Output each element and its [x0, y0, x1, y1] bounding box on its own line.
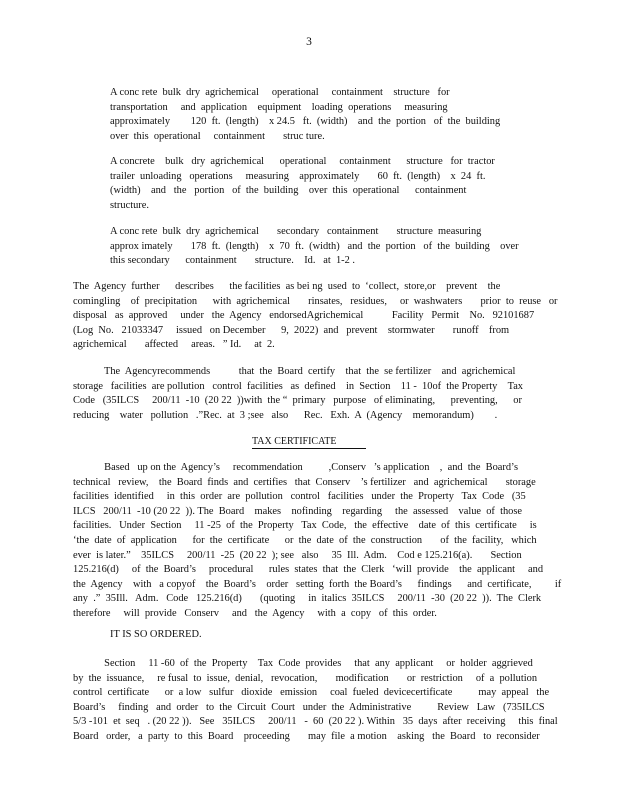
text-line: this secondary containment structure. Id. at 1-2 . — [110, 255, 355, 267]
paragraph-appeal-rights — [73, 657, 558, 745]
text-line: ‘the date of application for the certificate or the date of the construction of the facility, which — [73, 534, 537, 546]
text-line: The Agency further describes the facilities as bei ng used to ‘collect, store,or prevent the — [73, 281, 501, 292]
text-line: A concrete bulk dry agrichemical operational containment structure for tractor — [110, 156, 495, 167]
text-line: 125.216(d) of the Board’s procedural rules states that the Clerk ‘will provide the applicant and — [73, 564, 544, 576]
text-line: Based up on the Agency’s recommendation ,Conserv ’s application , and the Board’s — [73, 462, 518, 473]
text-line: facilities identified in this order are pollution control facilities under the Property Tax Code (35 — [73, 491, 526, 503]
text-line: ILCS 200/11 -10 (20 22 )). The Board makes nofinding regarding the assessed value of those — [73, 505, 523, 517]
text-line: Section 11 -60 of the Property Tax Code provides that any applicant or holder aggrieved — [73, 658, 533, 669]
text-line: approximately 120 ft. (length) x 24.5 ft. (width) and the portion of the building — [110, 116, 501, 128]
text-line: (Log No. 21033347 issued on December 9, 2022) and prevent stormwater runoff from — [73, 324, 510, 336]
section-heading — [0, 436, 618, 449]
text-line: (width) and the portion of the building over this operational containment — [110, 185, 467, 197]
text-line: reducing water pollution .”Rec. at 3 ;see also Rec. Exh. A (Agency memorandum) . — [73, 409, 498, 421]
text-line: approx imately 178 ft. (length) x 70 ft. (width) and the portion of the building over — [110, 240, 519, 252]
text-line: disposal as approved under the Agency endorsedAgrichemical Facility Permit No. 92101687 — [73, 310, 535, 322]
text-line: technical review, the Board finds and certifies that Conserv ’s fertilizer and agrichemical storage — [73, 476, 536, 488]
page-number: 3 — [306, 36, 312, 48]
text-line: control certificate or a low sulfur dioxide emission coal fueled devicecertificate may appeal the — [73, 687, 550, 699]
text-line: transportation and application equipment loading operations measuring — [110, 101, 448, 113]
so-ordered: IT IS SO ORDERED. — [110, 629, 202, 640]
paragraph-tax-certificate — [73, 461, 562, 622]
text-line: Board’s finding and order to the Circuit Court under the Administrative Review Law (735ILCS — [73, 701, 545, 713]
text-line: structure. — [110, 199, 149, 211]
text-line: agrichemical affected areas. ” Id. at 2. — [73, 339, 275, 351]
text-line: A conc rete bulk dry agrichemical secondary containment structure measuring — [110, 226, 482, 237]
text-line: 5/3 -101 et seq . (20 22 )). See 35ILCS 200/11 - 60 (20 22 ). Within 35 days after receiving this final — [73, 716, 558, 728]
text-line: over this operational containment struc ture. — [110, 130, 325, 142]
text-line: Board order, a party to this Board proceeding may file a motion asking the Board to reconsider — [73, 730, 540, 742]
text-line: comingling of precipitation with agrichemical rinsates, residues, or washwaters prior to reuse or — [73, 295, 558, 307]
text-line: The Agencyrecommends that the Board certify that the se fertilizer and agrichemical — [73, 366, 516, 377]
text-line: facilities. Under Section 11 -25 of the Property Tax Code, the effective date of this certificate is — [73, 520, 537, 532]
text-line: ever is later.” 35ILCS 200/11 -25 (20 22 ); see also 35 Ill. Adm. Cod e 125.216(a). Section — [73, 549, 522, 561]
text-line: Code (35ILCS 200/11 -10 (20 22 ))with the “ primary purpose of eliminating, preventing, or — [73, 395, 522, 407]
text-line: the Agency with a copyof the Board’s order setting forth the Board’s findings and certificate, if — [73, 578, 562, 590]
text-line: any .” 35Ill. Adm. Code 125.216(d) (quoting in italics 35ILCS 200/11 -30 (20 22 )). The Clerk — [73, 593, 542, 605]
text-line: by the issuance, re fusal to issue, denial, revocation, modification or restriction of a pollution — [73, 672, 538, 684]
text-line: A conc rete bulk dry agrichemical operational containment structure for — [110, 87, 450, 98]
quoted-structure-2 — [110, 155, 495, 213]
text-line: trailer unloading operations measuring approximately 60 ft. (length) x 24 ft. — [110, 170, 486, 182]
quoted-structure-3 — [110, 225, 519, 269]
quoted-structure-1 — [110, 86, 501, 144]
paragraph-agency-recommends — [73, 365, 543, 423]
paragraph-agency-describes — [73, 280, 558, 353]
text-line: therefore will provide Conserv and the Agency with a copy of this order. — [73, 607, 437, 619]
heading-text: TAX CERTIFICATE — [252, 436, 366, 449]
text-line: storage facilities are pollution control facilities as defined in Section 11 - 10of the Property Tax — [73, 380, 523, 392]
